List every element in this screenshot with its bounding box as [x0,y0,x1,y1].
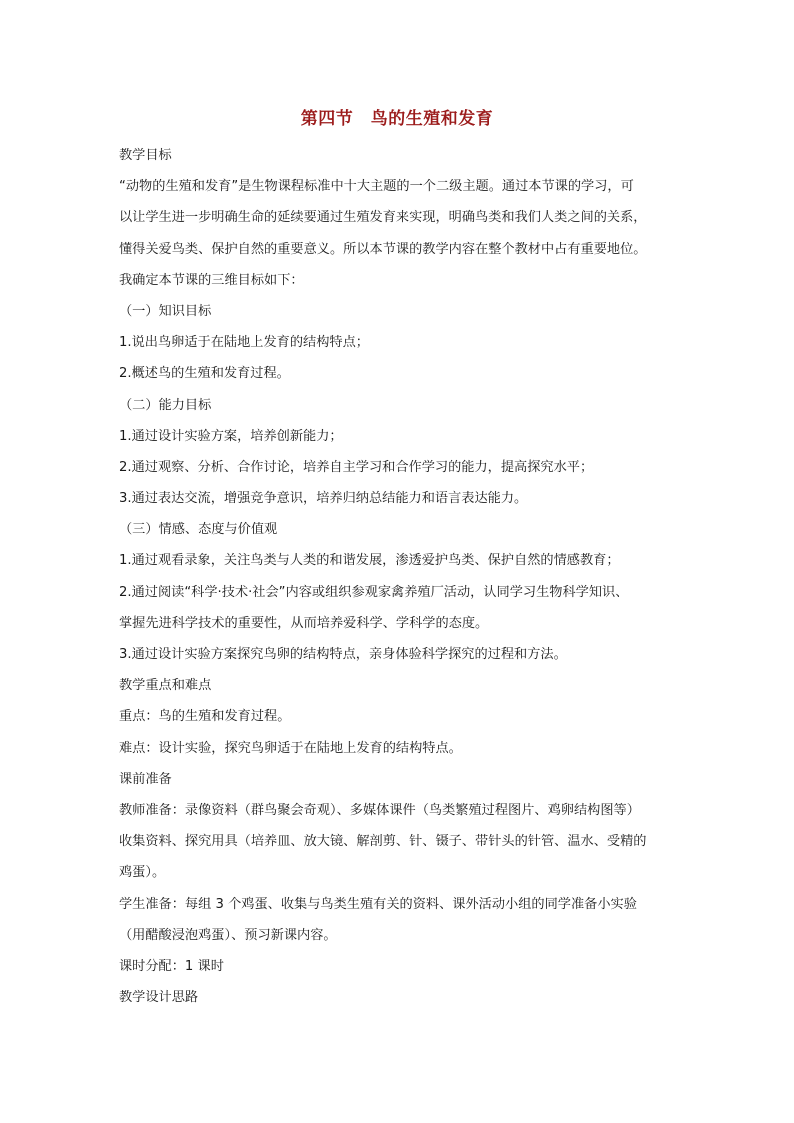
document-body [119,146,679,1019]
emotion-item-2-line-2: 掌握先进科学技术的重要性，从而培养爱科学、学科学的态度。 [119,615,489,631]
ability-item-1: 1.通过设计实验方案，培养创新能力； [119,428,343,444]
teacher-prep-line-2: 收集资料、探究用具（培养皿、放大镜、解剖剪、针、镊子、带针头的针管、温水、受精的 [119,834,647,850]
ability-item-2: 2.通过观察、分析、合作讨论，培养自主学习和合作学习的能力，提高探究水平； [119,459,594,475]
preparation-heading: 课前准备 [119,771,172,787]
student-prep-line-1: 学生准备：每组 3 个鸡蛋、收集与鸟类生殖有关的资料、课外活动小组的同学准备小实验 [119,896,637,912]
knowledge-item-2: 2.概述鸟的生殖和发育过程。 [119,366,290,382]
emotion-item-3: 3.通过设计实验方案探究鸟卵的结构特点，亲身体验科学探究的过程和方法。 [119,647,567,662]
ability-heading: （二）能力目标 [119,397,212,413]
intro-line-4: 我确定本节课的三维目标如下： [119,272,304,288]
teacher-prep-line-3: 鸡蛋）。 [119,865,166,881]
time-allocation: 课时分配：1 课时 [119,958,224,974]
knowledge-heading: （一）知识目标 [119,303,212,319]
teacher-prep-line-1: 教师准备：录像资料（群鸟聚会奇观）、多媒体课件（鸟类繁殖过程图片、鸡卵结构图等） [119,802,640,818]
design-heading: 教学设计思路 [119,990,199,1006]
difficult-point: 难点：设计实验，探究鸟卵适于在陆地上发育的结构特点。 [119,740,462,756]
emotion-item-1: 1.通过观看录象，关注鸟类与人类的和谐发展，渗透爱护鸟类、保护自然的情感教育； [119,553,620,569]
page-title: 第四节 鸟的生殖和发育 [300,109,494,129]
key-point: 重点：鸟的生殖和发育过程。 [119,709,291,725]
intro-line-1: “动物的生殖和发育”是生物课程标准中十大主题的一个二级主题。通过本节课的学习，可 [119,179,634,195]
student-prep-line-2: （用醋酸浸泡鸡蛋）、预习新课内容。 [119,927,337,943]
ability-item-3: 3.通过表达交流，增强竞争意识，培养归纳总结能力和语言表达能力。 [119,491,528,507]
emotion-heading: （三）情感、态度与价值观 [119,522,278,538]
knowledge-item-1: 1.说出鸟卵适于在陆地上发育的结构特点； [119,335,369,351]
objectives-heading: 教学目标 [119,148,172,163]
intro-line-3: 懂得关爱鸟类、保护自然的重要意义。所以本节课的教学内容在整个教材中占有重要地位。 [119,241,647,257]
key-difficult-heading: 教学重点和难点 [119,678,212,694]
intro-line-2: 以让学生进一步明确生命的延续要通过生殖发育来实现，明确鸟类和我们人类之间的关系， [119,210,647,226]
emotion-item-2-line-1: 2.通过阅读“科学·技术·社会”内容或组织参观家禽养殖厂活动，认同学习生物科学知识、 [119,584,629,600]
